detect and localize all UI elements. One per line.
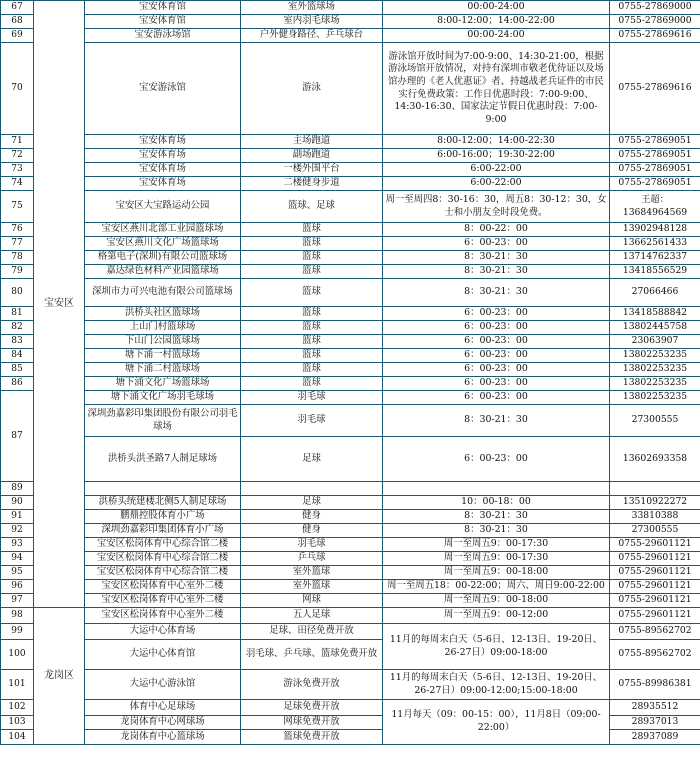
open-time-cell: 8：30-21：30 <box>383 265 610 279</box>
item-cell: 足球、田径免费开放 <box>241 624 383 640</box>
venue-cell: 宝安区松岗体育中心室外二楼 <box>85 594 241 608</box>
venue-cell: 宝安区松岗体育中心室外二楼 <box>85 608 241 624</box>
item-cell: 篮球 <box>241 237 383 251</box>
item-cell: 篮球、足球 <box>241 191 383 223</box>
phone-cell: 0755-27869000 <box>610 1 700 15</box>
open-time-cell: 6:00-22:00 <box>383 177 610 191</box>
row-number-cell: 72 <box>1 149 34 163</box>
row-number-cell: 78 <box>1 251 34 265</box>
table-row <box>1 496 700 510</box>
open-time-cell: 6：00-23：00 <box>383 321 610 335</box>
open-time-cell: 8：30-21：30 <box>383 251 610 265</box>
district-cell-baoan: 宝安区 <box>34 1 85 608</box>
open-time-cell: 周一至周五9：00-18:00 <box>383 594 610 608</box>
phone-cell <box>610 482 700 496</box>
venue-cell: 塘下涌文化广场篮球场 <box>85 377 241 391</box>
open-time-cell: 8:00-12:00；14:00-22:30 <box>383 135 610 149</box>
row-number-cell: 98 <box>1 608 34 624</box>
table-row <box>1 251 700 265</box>
venue-cell: 龙岗体育中心篮球场 <box>85 730 241 745</box>
item-cell: 副场跑道 <box>241 149 383 163</box>
table-row <box>1 363 700 377</box>
phone-cell: 13602693358 <box>610 437 700 482</box>
venue-cell: 鹏鼎控股体育小广场 <box>85 510 241 524</box>
phone-cell: 27066466 <box>610 279 700 307</box>
row-number-cell: 85 <box>1 363 34 377</box>
item-cell <box>241 482 383 496</box>
table-row <box>1 321 700 335</box>
open-time-cell: 8:00-12:00；14:00-22:00 <box>383 15 610 29</box>
table-row <box>1 43 700 135</box>
item-cell: 篮球 <box>241 223 383 237</box>
row-number-cell: 101 <box>1 670 34 700</box>
open-time-cell: 6：00-23：00 <box>383 307 610 321</box>
table-row <box>1 510 700 524</box>
row-number-cell: 75 <box>1 191 34 223</box>
venue-cell: 龙岗体育中心网球场 <box>85 716 241 730</box>
row-number-cell: 74 <box>1 177 34 191</box>
item-cell: 篮球 <box>241 265 383 279</box>
phone-cell: 13802253235 <box>610 377 700 391</box>
table-row <box>1 349 700 363</box>
phone-cell: 13802445758 <box>610 321 700 335</box>
venue-cell: 宝安体育场 <box>85 163 241 177</box>
phone-cell: 0755-27869051 <box>610 135 700 149</box>
table-row <box>1 608 700 624</box>
item-cell: 室外篮球 <box>241 580 383 594</box>
row-number-cell: 82 <box>1 321 34 335</box>
phone-cell: 0755-29601121 <box>610 580 700 594</box>
venue-cell: 宝安体育馆 <box>85 15 241 29</box>
item-cell: 篮球 <box>241 363 383 377</box>
table-row <box>1 580 700 594</box>
venue-cell: 深圳劲嘉彩印集团股份有限公司羽毛球场 <box>85 405 241 437</box>
phone-cell: 13418556529 <box>610 265 700 279</box>
phone-cell: 0755-89562702 <box>610 624 700 640</box>
venue-cell: 宝安体育场 <box>85 135 241 149</box>
open-time-cell: 6：00-23：00 <box>383 437 610 482</box>
open-time-cell: 周一至周五9：00-17:30 <box>383 538 610 552</box>
table-row <box>1 624 700 640</box>
venue-cell: 塘下涌文化广场羽毛球场 <box>85 391 241 405</box>
row-number-cell: 84 <box>1 349 34 363</box>
item-cell: 二楼健身步道 <box>241 177 383 191</box>
table-row <box>1 335 700 349</box>
open-time-cell: 8：30-21：30 <box>383 405 610 437</box>
item-cell: 篮球 <box>241 279 383 307</box>
phone-cell: 王超：13684964569 <box>610 191 700 223</box>
row-number-cell: 102 <box>1 700 34 716</box>
venue-cell: 宝安体育场 <box>85 149 241 163</box>
item-cell: 主场跑道 <box>241 135 383 149</box>
item-cell: 网球免费开放 <box>241 716 383 730</box>
item-cell: 户外健身路径、乒乓球台 <box>241 29 383 43</box>
open-time-cell: 8：30-21：30 <box>383 279 610 307</box>
table-row <box>1 594 700 608</box>
item-cell: 室外篮球 <box>241 566 383 580</box>
item-cell: 足球 <box>241 437 383 482</box>
open-time-cell: 00:00-24:00 <box>383 29 610 43</box>
venue-cell: 下山门公园篮球场 <box>85 335 241 349</box>
table-row <box>1 1 700 15</box>
table-row <box>1 482 700 496</box>
phone-cell: 13802253235 <box>610 349 700 363</box>
open-time-cell: 6：00-23：00 <box>383 335 610 349</box>
venue-cell: 宝安区松岗体育中心综合馆二楼 <box>85 552 241 566</box>
row-number-cell: 81 <box>1 307 34 321</box>
venue-cell: 宝安游泳馆 <box>85 43 241 135</box>
venue-cell: 塘下涌二村篮球场 <box>85 363 241 377</box>
open-time-cell: 周一至周五9：00-18:00 <box>383 566 610 580</box>
open-time-cell: 11月每天（09：00-15：00），11月8日（09:00-22:00） <box>383 700 610 745</box>
item-cell: 羽毛球、乒乓球、篮球免费开放 <box>241 640 383 670</box>
table-row <box>1 552 700 566</box>
open-time-cell: 8：00-22：00 <box>383 223 610 237</box>
row-number-cell: 87 <box>1 391 34 482</box>
row-number-cell: 80 <box>1 279 34 307</box>
open-time-cell: 11月的每周末白天（5-6日、12-13日、19-20日、26-27日）09:00-12:00;15:00-18:00 <box>383 670 610 700</box>
row-number-cell: 89 <box>1 482 34 496</box>
item-cell: 篮球 <box>241 321 383 335</box>
row-number-cell: 76 <box>1 223 34 237</box>
venue-cell: 宝安游泳场馆 <box>85 29 241 43</box>
row-number-cell: 86 <box>1 377 34 391</box>
open-time-cell: 6:00-22:00 <box>383 163 610 177</box>
item-cell: 篮球 <box>241 377 383 391</box>
row-number-cell: 91 <box>1 510 34 524</box>
phone-cell: 13902948128 <box>610 223 700 237</box>
phone-cell: 13802253235 <box>610 363 700 377</box>
item-cell: 游泳 <box>241 43 383 135</box>
item-cell: 健身 <box>241 524 383 538</box>
table-row <box>1 670 700 700</box>
venue-cell: 体育中心足球场 <box>85 700 241 716</box>
phone-cell: 0755-89986381 <box>610 670 700 700</box>
open-time-cell: 10：00-18：00 <box>383 496 610 510</box>
row-number-cell: 93 <box>1 538 34 552</box>
item-cell: 羽毛球 <box>241 538 383 552</box>
phone-cell: 13510922272 <box>610 496 700 510</box>
table-row <box>1 135 700 149</box>
row-number-cell: 79 <box>1 265 34 279</box>
item-cell: 篮球 <box>241 251 383 265</box>
phone-cell: 0755-27869616 <box>610 29 700 43</box>
venue-cell: 宝安体育馆 <box>85 1 241 15</box>
venue-cell: 宝安区燕川文化广场篮球场 <box>85 237 241 251</box>
open-time-cell: 周一至周五9：00-17:30 <box>383 552 610 566</box>
row-number-cell: 92 <box>1 524 34 538</box>
table-row <box>1 163 700 177</box>
venue-cell: 洪桥头统建楼北侧5人制足球场 <box>85 496 241 510</box>
phone-cell: 0755-27869051 <box>610 163 700 177</box>
venue-cell: 洪桥头社区篮球场 <box>85 307 241 321</box>
phone-cell: 0755-89562702 <box>610 640 700 670</box>
row-number-cell: 83 <box>1 335 34 349</box>
item-cell: 网球 <box>241 594 383 608</box>
phone-cell: 0755-27869051 <box>610 149 700 163</box>
item-cell: 篮球免费开放 <box>241 730 383 745</box>
open-time-cell <box>383 482 610 496</box>
item-cell: 足球免费开放 <box>241 700 383 716</box>
item-cell: 足球 <box>241 496 383 510</box>
table-row <box>1 405 700 437</box>
district-cell-longgang: 龙岗区 <box>34 608 85 745</box>
item-cell: 室内羽毛球场 <box>241 15 383 29</box>
phone-cell: 13714762337 <box>610 251 700 265</box>
phone-cell: 0755-29601121 <box>610 608 700 624</box>
item-cell: 一楼外围平台 <box>241 163 383 177</box>
phone-cell: 0755-27869051 <box>610 177 700 191</box>
open-time-cell: 周一至周四8：30-16：30，周五8：30-12：30，女士和小朋友全时段免费。 <box>383 191 610 223</box>
venue-cell: 宝安区松岗体育中心综合馆二楼 <box>85 538 241 552</box>
table-row <box>1 265 700 279</box>
table-row <box>1 15 700 29</box>
open-time-cell: 6：00-23：00 <box>383 237 610 251</box>
venue-cell: 宝安区燕川北部工业园篮球场 <box>85 223 241 237</box>
row-number-cell: 69 <box>1 29 34 43</box>
row-number-cell: 95 <box>1 566 34 580</box>
row-number-cell: 94 <box>1 552 34 566</box>
item-cell: 室外篮球场 <box>241 1 383 15</box>
row-number-cell: 99 <box>1 624 34 640</box>
venue-cell <box>85 482 241 496</box>
venue-cell: 大运中心游泳馆 <box>85 670 241 700</box>
venue-cell: 宝安体育场 <box>85 177 241 191</box>
venue-cell: 上山门村篮球场 <box>85 321 241 335</box>
phone-cell: 28937089 <box>610 730 700 745</box>
phone-cell: 0755-29601121 <box>610 538 700 552</box>
open-time-cell: 8：30-21：30 <box>383 510 610 524</box>
table-row <box>1 307 700 321</box>
venue-cell: 深圳劲嘉彩印集团体育小广场 <box>85 524 241 538</box>
table-row <box>1 566 700 580</box>
venue-cell: 塘下涌一村篮球场 <box>85 349 241 363</box>
venue-cell: 宝安区松岗体育中心综合馆二楼 <box>85 566 241 580</box>
table-row <box>1 177 700 191</box>
row-number-cell: 97 <box>1 594 34 608</box>
open-time-cell: 周一至周五18：00-22:00；周六、周日9:00-22:00 <box>383 580 610 594</box>
table-row <box>1 437 700 482</box>
open-time-cell: 6：00-23：00 <box>383 349 610 363</box>
row-number-cell: 96 <box>1 580 34 594</box>
phone-cell: 0755-29601121 <box>610 566 700 580</box>
table-row <box>1 700 700 716</box>
open-time-cell: 6：00-23：00 <box>383 377 610 391</box>
table-row <box>1 279 700 307</box>
phone-cell: 13802253235 <box>610 391 700 405</box>
phone-cell: 28935512 <box>610 700 700 716</box>
phone-cell: 0755-27869616 <box>610 43 700 135</box>
table-row <box>1 538 700 552</box>
item-cell: 羽毛球 <box>241 391 383 405</box>
item-cell: 乒乓球 <box>241 552 383 566</box>
phone-cell: 27300555 <box>610 524 700 538</box>
venue-cell: 格第电子(深圳)有限公司篮球场 <box>85 251 241 265</box>
row-number-cell: 103 <box>1 716 34 730</box>
row-number-cell: 68 <box>1 15 34 29</box>
row-number-cell: 67 <box>1 1 34 15</box>
item-cell: 篮球 <box>241 307 383 321</box>
venue-table-body <box>1 1 700 745</box>
open-time-cell: 6：00-23：00 <box>383 363 610 377</box>
item-cell: 篮球 <box>241 349 383 363</box>
venue-cell: 大运中心体育场 <box>85 624 241 640</box>
table-row <box>1 391 700 405</box>
venue-cell: 宝安区松岗体育中心室外二楼 <box>85 580 241 594</box>
phone-cell: 23063907 <box>610 335 700 349</box>
table-row <box>1 237 700 251</box>
open-time-cell: 周一至周五9：00-12:00 <box>383 608 610 624</box>
table-row <box>1 377 700 391</box>
table-row <box>1 191 700 223</box>
table-row <box>1 524 700 538</box>
phone-cell: 0755-29601121 <box>610 552 700 566</box>
phone-cell: 13418588842 <box>610 307 700 321</box>
venue-cell: 洪桥头洪圣路7人制足球场 <box>85 437 241 482</box>
phone-cell: 27300555 <box>610 405 700 437</box>
row-number-cell: 104 <box>1 730 34 745</box>
phone-cell: 0755-29601121 <box>610 594 700 608</box>
venue-cell: 宝安区大宝路运动公园 <box>85 191 241 223</box>
item-cell: 篮球 <box>241 335 383 349</box>
open-time-cell: 6：00-23：00 <box>383 391 610 405</box>
open-time-cell: 6:00-16:00；19:30-22:00 <box>383 149 610 163</box>
phone-cell: 0755-27869000 <box>610 15 700 29</box>
row-number-cell: 77 <box>1 237 34 251</box>
row-number-cell: 90 <box>1 496 34 510</box>
row-number-cell: 70 <box>1 43 34 135</box>
open-time-cell: 11月的每周末白天（5-6日、12-13日、19-20日、26-27日）09:00-18:00 <box>383 624 610 670</box>
row-number-cell: 100 <box>1 640 34 670</box>
phone-cell: 33810388 <box>610 510 700 524</box>
row-number-cell: 73 <box>1 163 34 177</box>
phone-cell: 13662561433 <box>610 237 700 251</box>
item-cell: 健身 <box>241 510 383 524</box>
table-row <box>1 149 700 163</box>
table-row <box>1 223 700 237</box>
venue-cell: 嘉达绿色材料产业园篮球场 <box>85 265 241 279</box>
open-time-cell: 8：30-21：30 <box>383 524 610 538</box>
row-number-cell: 71 <box>1 135 34 149</box>
open-time-cell: 游泳馆开放时间为7:00-9:00、14:30-21:00，根据游泳场馆开放情况，对持有深圳市敬老优待证以及场馆办理的《老人优惠证》者、持越战老兵证件的市民实行免费政策：工作日优惠时段：7:00-9:00、14:30-16:30、国家法定节假日优惠时段：7:00-9:00 <box>383 43 610 135</box>
item-cell: 游泳免费开放 <box>241 670 383 700</box>
item-cell: 五人足球 <box>241 608 383 624</box>
table-row <box>1 29 700 43</box>
venue-cell: 深圳市力可兴电池有限公司篮球场 <box>85 279 241 307</box>
venue-cell: 大运中心体育馆 <box>85 640 241 670</box>
item-cell: 羽毛球 <box>241 405 383 437</box>
phone-cell: 28937013 <box>610 716 700 730</box>
open-time-cell: 00:00-24:00 <box>383 1 610 15</box>
